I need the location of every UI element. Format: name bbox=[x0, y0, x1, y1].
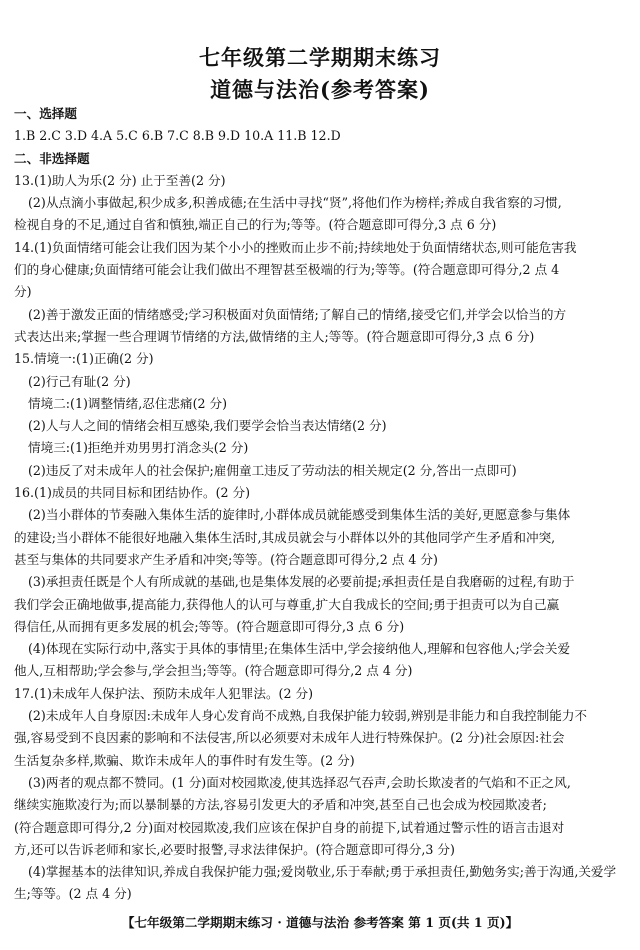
answer-line: 分) bbox=[14, 284, 32, 300]
answer-line: (3)两者的观点都不赞同。(1 分)面对校园欺凌,使其选择忍气吞声,会助长欺凌者的气焰和不正之风, bbox=[28, 774, 571, 790]
answer-line: 得信任,从而拥有更多发展的机会;等等。(符合题意即可得分,3 点 6 分) bbox=[14, 618, 405, 634]
answer-line: 13.(1)助人为乐(2 分) 止于至善(2 分) bbox=[14, 172, 226, 188]
answer-line: 生;等等。(2 点 4 分) bbox=[14, 886, 132, 902]
document-subtitle: 道德与法治(参考答案) bbox=[210, 77, 430, 102]
answer-line: (2)人与人之间的情绪会相互感染,我们要学会恰当表达情绪(2 分) bbox=[28, 418, 387, 434]
answer-line: 生活复杂多样,欺骗、欺诈未成年人的事件时有发生等。(2 分) bbox=[14, 752, 355, 768]
section-heading: 二、非选择题 bbox=[14, 150, 90, 166]
answer-line: (4)掌握基本的法律知识,养成自我保护能力强;爱岗敬业,乐于奉献;勇于承担责任,勤勉务实;善于沟通,关爱学 bbox=[28, 864, 617, 880]
answer-line: 检视自身的不足,通过自省和慎独,端正自己的行为;等等。(符合题意即可得分,3 点 6 分) bbox=[14, 217, 497, 233]
answer-body bbox=[14, 103, 626, 906]
answer-line: 15.情境一:(1)正确(2 分) bbox=[14, 351, 154, 367]
answer-line: (2)违反了对未成年人的社会保护;雇佣童工违反了劳动法的相关规定(2 分,答出一点即可) bbox=[28, 462, 517, 478]
answer-line: (4)体现在实际行动中,落实于具体的事情里;在集体生活中,学会接纳他人,理解和包容他人;学会关爱 bbox=[28, 641, 571, 657]
answer-line: (符合题意即可得分,2 分)面对校园欺凌,我们应该在保护自身的前提下,试着通过警示性的语言击退对 bbox=[14, 819, 565, 835]
answer-line: 1.B 2.C 3.D 4.A 5.C 6.B 7.C 8.B 9.D 10.A 11.B 12.D bbox=[14, 128, 341, 144]
answer-line: 情境二:(1)调整情绪,忍住悲痛(2 分) bbox=[28, 395, 228, 411]
answer-line: 式表达出来;掌握一些合理调节情绪的方法,做情绪的主人;等等。(符合题意即可得分,3 点 6 分) bbox=[14, 328, 535, 344]
answer-line: 他人,互相帮助;学会参与,学会担当;等等。(符合题意即可得分,2 点 4 分) bbox=[14, 663, 413, 679]
answer-line: 的建设;当小群体不能很好地融入集体生活时,其成员就会与小群体以外的其他同学产生矛盾和冲突, bbox=[14, 529, 556, 545]
answer-line: 继续实施欺凌行为;而以暴制暴的方法,容易引发更大的矛盾和冲突,甚至自己也会成为校园欺凌者; bbox=[14, 797, 547, 813]
answer-line: 情境三:(1)拒绝并劝男男打消念头(2 分) bbox=[28, 440, 249, 456]
section-heading: 一、选择题 bbox=[14, 106, 77, 121]
answer-line: (3)承担责任既是个人有所成就的基础,也是集体发展的必要前提;承担责任是自我磨砺的过程,有助于 bbox=[28, 574, 575, 590]
answer-line: 们的身心健康;负面情绪可能会让我们做出不理智甚至极端的行为;等等。(符合题意即可得分,2 点 4 bbox=[14, 262, 560, 278]
answer-line: (2)未成年人自身原因:未成年人身心发育尚不成熟,自我保护能力较弱,辨别是非能力和自我控制能力不 bbox=[28, 708, 588, 724]
answer-line: (2)善于激发正面的情绪感受;学习积极面对负面情绪;了解自己的情绪,接受它们,并学会以恰当的方 bbox=[28, 306, 567, 322]
page-footer: 【七年级第二学期期末练习 · 道德与法治 参考答案 第 1 页(共 1 页)】 bbox=[121, 915, 519, 930]
answer-line: 17.(1)未成年人保护法、预防未成年人犯罪法。(2 分) bbox=[14, 685, 313, 701]
answer-line: 强,容易受到不良因素的影响和不法侵害,所以必须要对未成年人进行特殊保护。(2 分)社会原因:社会 bbox=[14, 730, 565, 746]
answer-line: (2)行己有耻(2 分) bbox=[28, 373, 131, 389]
answer-line: (2)当小群体的节奏融入集体生活的旋律时,小群体成员就能感受到集体生活的美好,更愿意参与集体 bbox=[28, 507, 571, 523]
answer-line: 14.(1)负面情绪可能会让我们因为某个小小的挫败而止步不前;持续地处于负面情绪状态,则可能危害我 bbox=[14, 239, 577, 255]
document-title: 七年级第二学期期末练习 bbox=[199, 45, 441, 70]
answer-line: 16.(1)成员的共同目标和团结协作。(2 分) bbox=[14, 485, 251, 501]
answer-line: 我们学会正确地做事,提高能力,获得他人的认可与尊重,扩大自我成长的空间;勇于担责可以为自己赢 bbox=[14, 596, 560, 612]
answer-line: 方,还可以告诉老师和家长,必要时报警,寻求法律保护。(符合题意即可得分,3 分) bbox=[14, 841, 455, 857]
answer-line: 甚至与集体的共同要求产生矛盾和冲突;等等。(符合题意即可得分,2 点 4 分) bbox=[14, 551, 438, 567]
answer-line: (2)从点滴小事做起,积少成多,积善成德;在生活中寻找“贤”,将他们作为榜样;养成自我省察的习惯, bbox=[28, 195, 562, 211]
